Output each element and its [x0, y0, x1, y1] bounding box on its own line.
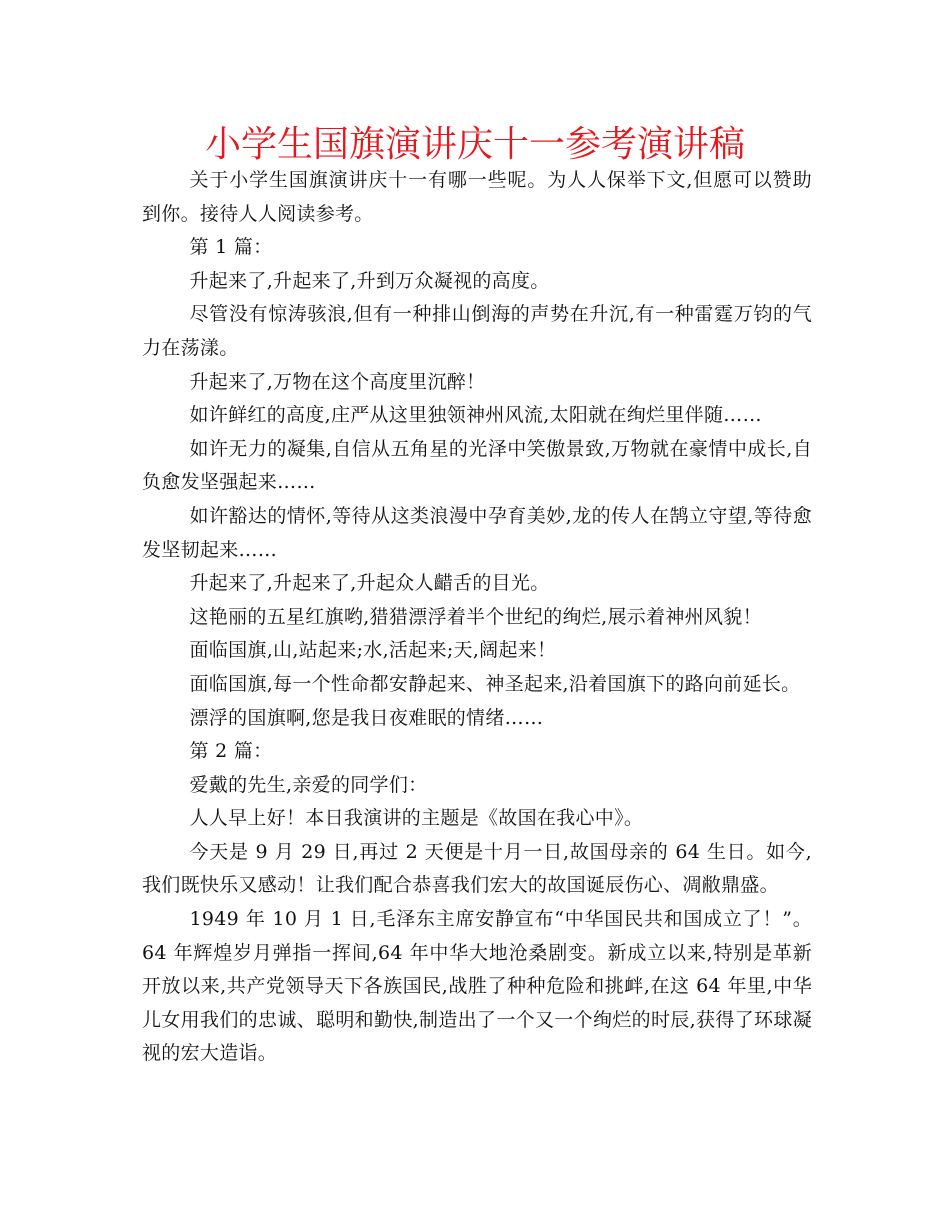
paragraph-intro: 关于小学生国旗演讲庆十一有哪一些呢。为人人保举下文,但愿可以赞助到你。接待人人阅读参考。	[142, 169, 812, 225]
paragraph: 升起来了,升起来了,升起众人齰舌的目光。	[189, 572, 550, 595]
paragraph: 爱戴的先生,亲爱的同学们：	[189, 773, 428, 796]
paragraph: 如许豁达的情怀,等待从这类浪漫中孕育美妙,龙的传人在鹄立守望,等待愈发坚韧起来……	[142, 504, 812, 561]
paragraph: 升起来了,升起来了,升到万众凝视的高度。	[189, 269, 550, 292]
paragraph: 这艳丽的五星红旗哟,猎猎漂浮着半个世纪的绚烂,展示着神州风貌！	[189, 605, 762, 628]
paragraph: 尽管没有惊涛骇浪,但有一种排山倒海的声势在升沉,有一种雷霆万钧的气力在荡漾。	[142, 303, 812, 359]
paragraph: 人人早上好！本日我演讲的主题是《故国在我心中》。	[189, 807, 644, 830]
document-body	[142, 164, 812, 1071]
paragraph: 如许无力的凝集,自信从五角星的光泽中笑傲景致,万物就在豪情中成长,自负愈发坚强起来……	[142, 437, 812, 494]
paragraph: 漂浮的国旗啊,您是我日夜难眠的情绪……	[189, 706, 544, 729]
paragraph: 1949 年 10 月 1 日,毛泽东主席安静宣布“中华国民共和国成立了！”。64 年辉煌岁月弹指一挥间,64 年中华大地沧桑剧变。新成立以来,特别是革新开放以来,共产党领导天下各族国民,战胜了种种危险和挑衅,在这 64 年里,中华儿女用我们的忠诚、聪明和勤快,制造出了一个又一个绚烂的时辰,获得了环球凝视的宏大造诣。	[142, 908, 812, 1065]
document-title: 小学生国旗演讲庆十一参考演讲稿	[204, 124, 745, 165]
paragraph: 面临国旗,山,站起来;水,活起来;天,阔起来！	[189, 639, 557, 662]
section-heading-2: 第 2 篇：	[189, 740, 273, 763]
paragraph: 今天是 9 月 29 日,再过 2 天便是十月一日,故国母亲的 64 生日。如今,我们既快乐又感动！让我们配合恭喜我们宏大的故国诞辰伤心、凋敝鼎盛。	[142, 840, 812, 897]
paragraph: 升起来了,万物在这个高度里沉醉！	[189, 370, 486, 393]
paragraph: 面临国旗,每一个性命都安静起来、神圣起来,沿着国旗下的路向前延长。	[189, 672, 801, 695]
paragraph: 如许鲜红的高度,庄严从这里独领神州风流,太阳就在绚烂里伴随……	[189, 404, 762, 427]
section-heading-1: 第 1 篇：	[189, 236, 273, 259]
